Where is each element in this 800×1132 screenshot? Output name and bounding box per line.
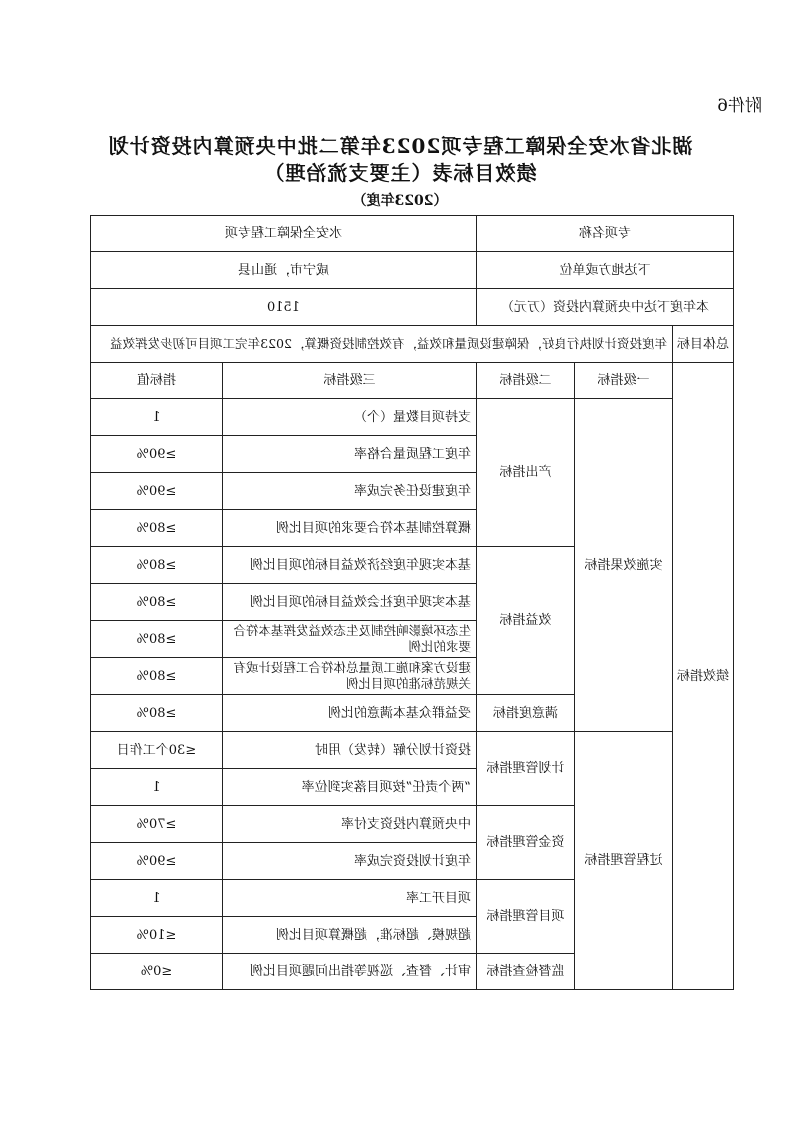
table-row <box>90 252 733 289</box>
performance-table <box>90 215 734 990</box>
col-level3: 三级指标 <box>222 363 476 399</box>
unit-value: 咸宁市，通山县 <box>90 252 476 289</box>
indicator-value: ≥90% <box>90 436 222 473</box>
indicator-name: 投资计划分解（转发）用时 <box>222 732 476 769</box>
document-title: 湖北省水安全保障工程专项2023年第二批中央预算内投资计划 <box>107 134 693 158</box>
level2-satisfaction: 满意度指标 <box>476 695 574 732</box>
level2-project: 项目管理指标 <box>476 880 574 954</box>
indicator-value: ≥90% <box>90 843 222 880</box>
indicator-name: 支持项目数量（个） <box>222 399 476 436</box>
table-row <box>90 216 733 252</box>
investment-label: 本年度下达中央预算内投资（万元） <box>476 289 733 326</box>
indicator-name: 项目开工率 <box>222 880 476 917</box>
level2-benefit: 效益指标 <box>476 547 574 695</box>
table-row <box>90 289 733 326</box>
indicator-value: 1 <box>90 880 222 917</box>
indicator-name: “两个责任”按项目落实到位率 <box>222 769 476 806</box>
investment-value: 1510 <box>90 289 476 326</box>
indicator-value: ≥70% <box>90 806 222 843</box>
indicator-name: 审计、督查、巡视等指出问题项目比例 <box>222 954 476 990</box>
indicator-value: 1 <box>90 399 222 436</box>
document-subtitle: 绩效目标表（主要支流治理） <box>263 161 537 185</box>
year-label: （2023年度） <box>352 193 448 209</box>
perf-header: 绩效指标 <box>673 363 734 990</box>
indicator-name: 基本实现年度社会效益目标的项目比例 <box>222 584 476 621</box>
level2-plan: 计划管理指标 <box>476 732 574 806</box>
indicator-value: ≥90% <box>90 473 222 510</box>
level2-supervision: 监督检查指标 <box>476 954 574 990</box>
indicator-name: 年度工程质量合格率 <box>222 436 476 473</box>
overall-goal-label: 总体目标 <box>673 326 734 363</box>
col-level1: 一级指标 <box>575 363 673 399</box>
indicator-value: ≤10% <box>90 917 222 954</box>
table-header-row <box>90 363 733 399</box>
level1-process: 过程管理指标 <box>575 732 673 990</box>
attachment-label: 附件6 <box>717 96 762 116</box>
overall-goal-value: 年度投资计划执行良好，保障建设质量和效益，有效控制投资概算，2023年完工项目可初步发挥效益 <box>90 326 672 363</box>
indicator-value: ≥80% <box>90 547 222 584</box>
indicator-value: ≤30个工作日 <box>90 732 222 769</box>
indicator-name: 概算控制基本符合要求的项目比例 <box>222 510 476 547</box>
level2-output: 产出指标 <box>476 399 574 547</box>
indicator-value: ≥80% <box>90 658 222 695</box>
indicator-value: ≥80% <box>90 510 222 547</box>
project-name-label: 专项名称 <box>476 216 733 252</box>
indicator-name: 年度计划投资完成率 <box>222 843 476 880</box>
table-row <box>90 732 733 769</box>
indicator-name: 基本实现年度经济效益目标的项目比例 <box>222 547 476 584</box>
indicator-name: 受益群众基本满意的比例 <box>222 695 476 732</box>
indicator-value: 1 <box>90 769 222 806</box>
indicator-value: ≥80% <box>90 584 222 621</box>
table-row <box>90 326 733 363</box>
table-row <box>90 399 733 436</box>
col-value: 指标值 <box>90 363 222 399</box>
indicator-name: 超规模、超标准，超概算项目比例 <box>222 917 476 954</box>
indicator-name: 建设方案和施工质量总体符合工程设计或有关规范标准的项目比例 <box>222 658 476 695</box>
unit-label: 下达地方或单位 <box>476 252 733 289</box>
indicator-name: 年度建设任务完成率 <box>222 473 476 510</box>
project-name-value: 水安全保障工程专项 <box>90 216 476 252</box>
indicator-value: ≥80% <box>90 695 222 732</box>
col-level2: 二级指标 <box>476 363 574 399</box>
indicator-value: ≤0% <box>90 954 222 990</box>
level2-fund: 资金管理指标 <box>476 806 574 880</box>
indicator-name: 生态环境影响控制及生态效益发挥基本符合要求的比例 <box>222 621 476 658</box>
indicator-name: 中央预算内投资支付率 <box>222 806 476 843</box>
indicator-value: ≥80% <box>90 621 222 658</box>
level1-impl: 实施效果指标 <box>575 399 673 732</box>
